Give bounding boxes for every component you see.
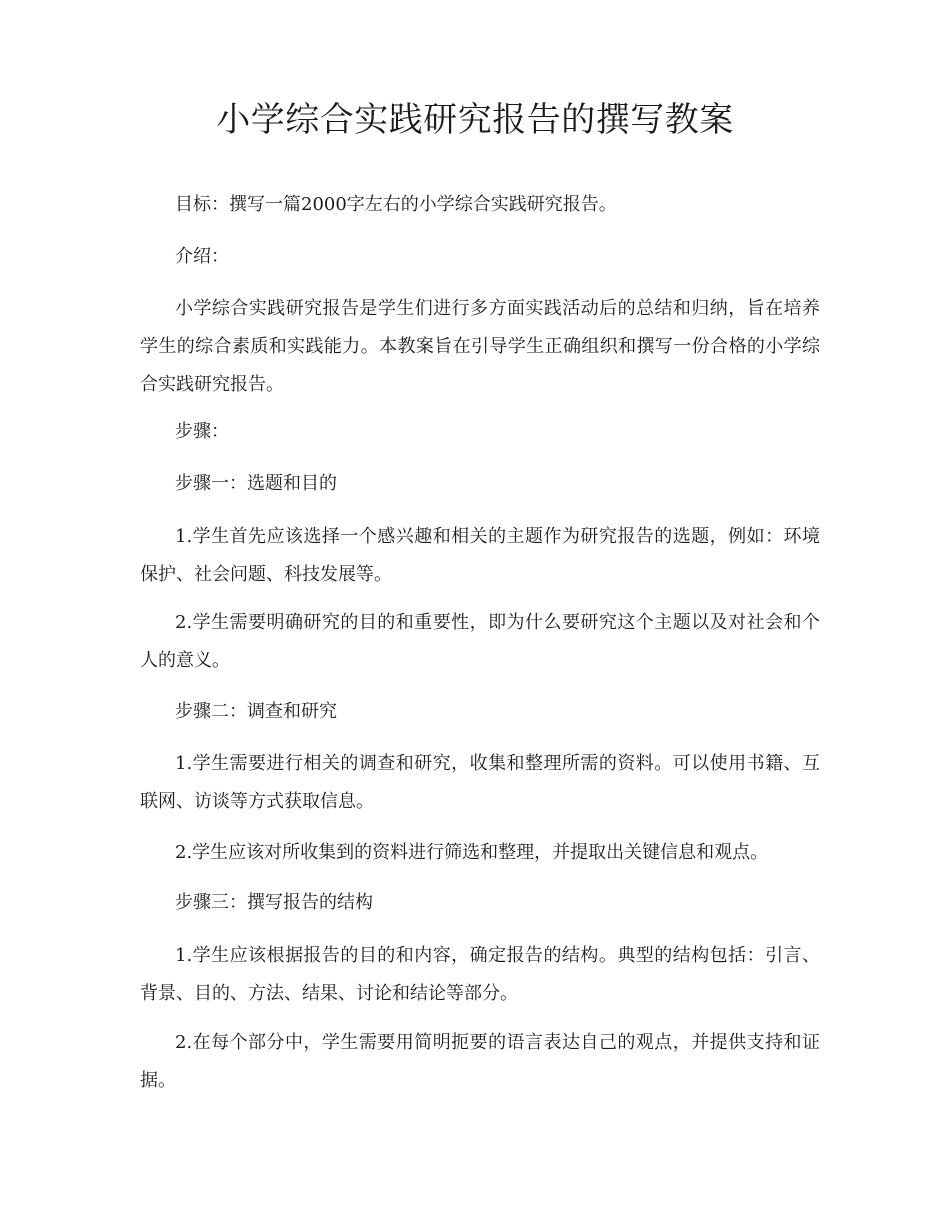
goal-paragraph: 目标：撰写一篇2000字左右的小学综合实践研究报告。: [175, 194, 617, 215]
step-two-heading: 步骤二：调查和研究: [175, 701, 337, 722]
steps-heading: 步骤：: [175, 421, 229, 442]
intro-paragraph: 小学综合实践研究报告是学生们进行多方面实践活动后的总结和归纳，旨在培养学生的综合素质和实践能力。本教案旨在引导学生正确组织和撰写一份合格的小学综合实践研究报告。: [140, 298, 820, 395]
step-three-item-2: 2.在每个部分中，学生需要用简明扼要的语言表达自己的观点，并提供支持和证据。: [140, 1032, 820, 1091]
intro-heading: 介绍：: [175, 246, 229, 267]
step-two-item-2: 2.学生应该对所收集到的资料进行筛选和整理，并提取出关键信息和观点。: [175, 842, 769, 863]
step-three-heading: 步骤三：撰写报告的结构: [175, 892, 373, 913]
step-one-item-2: 2.学生需要明确研究的目的和重要性，即为什么要研究这个主题以及对社会和个人的意义。: [140, 612, 820, 671]
step-one-heading: 步骤一：选题和目的: [175, 473, 337, 494]
step-three-item-1: 1.学生应该根据报告的目的和内容，确定报告的结构。典型的结构包括：引言、背景、目的、方法、结果、讨论和结论等部分。: [140, 945, 820, 1004]
step-two-item-1: 1.学生需要进行相关的调查和研究，收集和整理所需的资料。可以使用书籍、互联网、访谈等方式获取信息。: [140, 753, 820, 812]
document-title: 小学综合实践研究报告的撰写教案: [216, 100, 734, 140]
step-one-item-1: 1.学生首先应该选择一个感兴趣和相关的主题作为研究报告的选题，例如：环境保护、社会问题、科技发展等。: [140, 526, 820, 585]
